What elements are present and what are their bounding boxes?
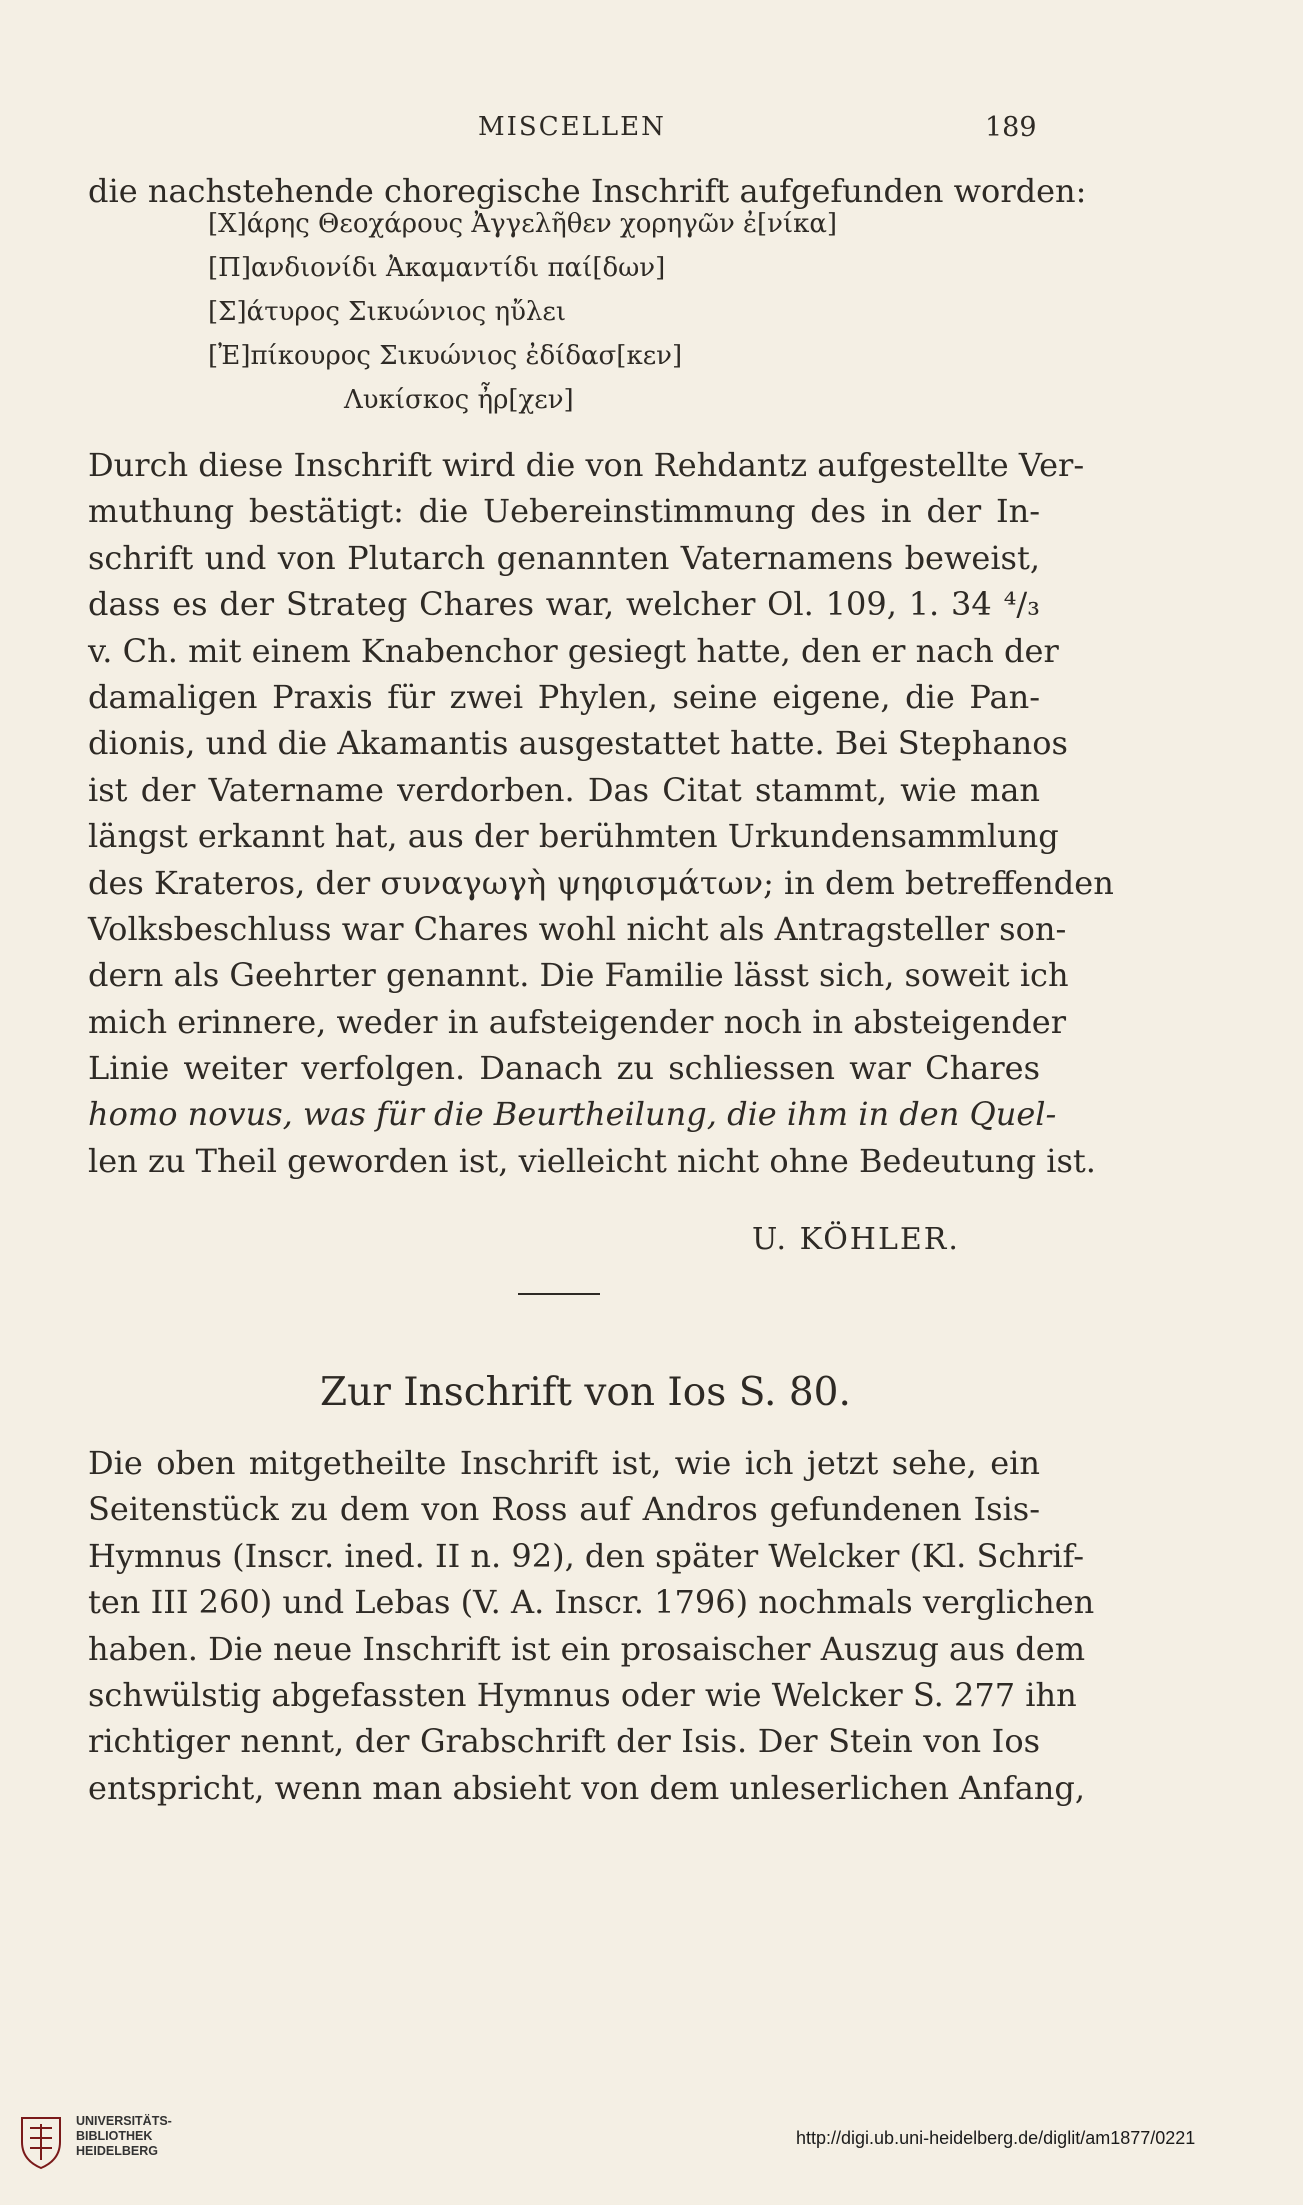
library-name xyxy=(76,2114,172,2159)
inscription-line: [Χ]άρης Θεοχάρους Ἀγγελῆθεν χορηγῶν ἐ[νίκα] xyxy=(208,209,838,239)
inscription-line: [Π]ανδιονίδι Ἀκαμαντίδι παί[δων] xyxy=(208,253,666,283)
text-line: Durch diese Inschrift wird die von Rehdantz aufgestellte Ver- xyxy=(88,446,1085,484)
text-line: Linie weiter verfolgen. Danach zu schliessen war Chares xyxy=(88,1049,1040,1088)
permalink-url[interactable]: http://digi.ub.uni-heidelberg.de/diglit/am1877/0221 xyxy=(796,2128,1196,2148)
library-logo-icon xyxy=(16,2112,66,2170)
inscription-line: [Σ]άτυρος Σικυώνιος ηὔλει xyxy=(208,297,567,327)
text-line: len zu Theil geworden ist, vielleicht nicht ohne Bedeutung ist. xyxy=(88,1141,1096,1180)
text-line: Volksbeschluss war Chares wohl nicht als Antragsteller son- xyxy=(88,909,1067,948)
section-heading: Zur Inschrift von Ios S. 80. xyxy=(320,1370,851,1415)
text-line: dern als Geehrter genannt. Die Familie lässt sich, soweit ich xyxy=(88,956,1069,995)
text-line: muthung bestätigt: die Uebereinstimmung des in der In- xyxy=(88,492,1040,531)
text-line: ist der Vatername verdorben. Das Citat stammt, wie man xyxy=(88,770,1040,809)
library-name-line: UNIVERSITÄTS- xyxy=(76,2114,172,2128)
section-divider xyxy=(518,1293,600,1295)
text-line: entspricht, wenn man absieht von dem unleserlichen Anfang, xyxy=(88,1768,1086,1807)
text-line: richtiger nennt, der Grabschrift der Isis. Der Stein von Ios xyxy=(88,1722,1040,1761)
text-line: ten III 260) und Lebas (V. A. Inscr. 1796) nochmals verglichen xyxy=(88,1583,1095,1622)
digitization-footer xyxy=(0,2108,1303,2178)
text-line: haben. Die neue Inschrift ist ein prosaischer Auszug aus dem xyxy=(88,1629,1086,1668)
text-line: des Krateros, der συναγωγὴ ψηφισμάτων; in dem betreffenden xyxy=(88,863,1114,902)
library-name-line: HEIDELBERG xyxy=(76,2144,158,2158)
inscription-line: [Ἐ]πίκουρος Σικυώνιος ἐδίδασ[κεν] xyxy=(208,341,683,371)
text-line: längst erkannt hat, aus der berühmten Urkundensammlung xyxy=(88,817,1059,856)
paragraph-ios xyxy=(88,1440,1095,1811)
inscription-line: Λυκίσκος ἦρ[χεν] xyxy=(344,385,574,415)
running-title: MISCELLEN xyxy=(478,112,666,142)
text-line: dionis, und die Akamantis ausgestattet hatte. Bei Stephanos xyxy=(88,724,1068,763)
text-line: schwülstig abgefassten Hymnus oder wie Welcker S. 277 ihn xyxy=(88,1675,1077,1714)
page-number: 189 xyxy=(985,112,1037,143)
text-line: die nachstehende choregische Inschrift aufgefunden worden: xyxy=(88,172,1087,210)
text-line: mich erinnere, weder in aufsteigender noch in absteigender xyxy=(88,1002,1066,1041)
text-line: homo novus, was für die Beurtheilung, die ihm in den Quel- xyxy=(88,1095,1057,1134)
text-line: Seitenstück zu dem von Ross auf Andros gefundenen Isis- xyxy=(88,1490,1040,1529)
text-line: schrift und von Plutarch genannten Vaternamens beweist, xyxy=(88,538,1040,577)
library-name-line: BIBLIOTHEK xyxy=(76,2129,153,2143)
text-line: Hymnus (Inscr. ined. II n. 92), den später Welcker (Kl. Schrif- xyxy=(88,1536,1084,1575)
greek-inscription xyxy=(208,202,837,422)
running-head xyxy=(0,112,1303,152)
text-line: dass es der Strateg Chares war, welcher Ol. 109, 1. 34 ⁴/₃ xyxy=(88,585,1040,624)
text-line: damaligen Praxis für zwei Phylen, seine eigene, die Pan- xyxy=(88,677,1040,716)
text-line: v. Ch. mit einem Knabenchor gesiegt hatte, den er nach der xyxy=(88,631,1059,670)
text-line: Die oben mitgetheilte Inschrift ist, wie ich jetzt sehe, ein xyxy=(88,1444,1040,1482)
author-signature: U. KÖHLER. xyxy=(752,1222,960,1257)
paragraph-main xyxy=(88,442,1114,1184)
